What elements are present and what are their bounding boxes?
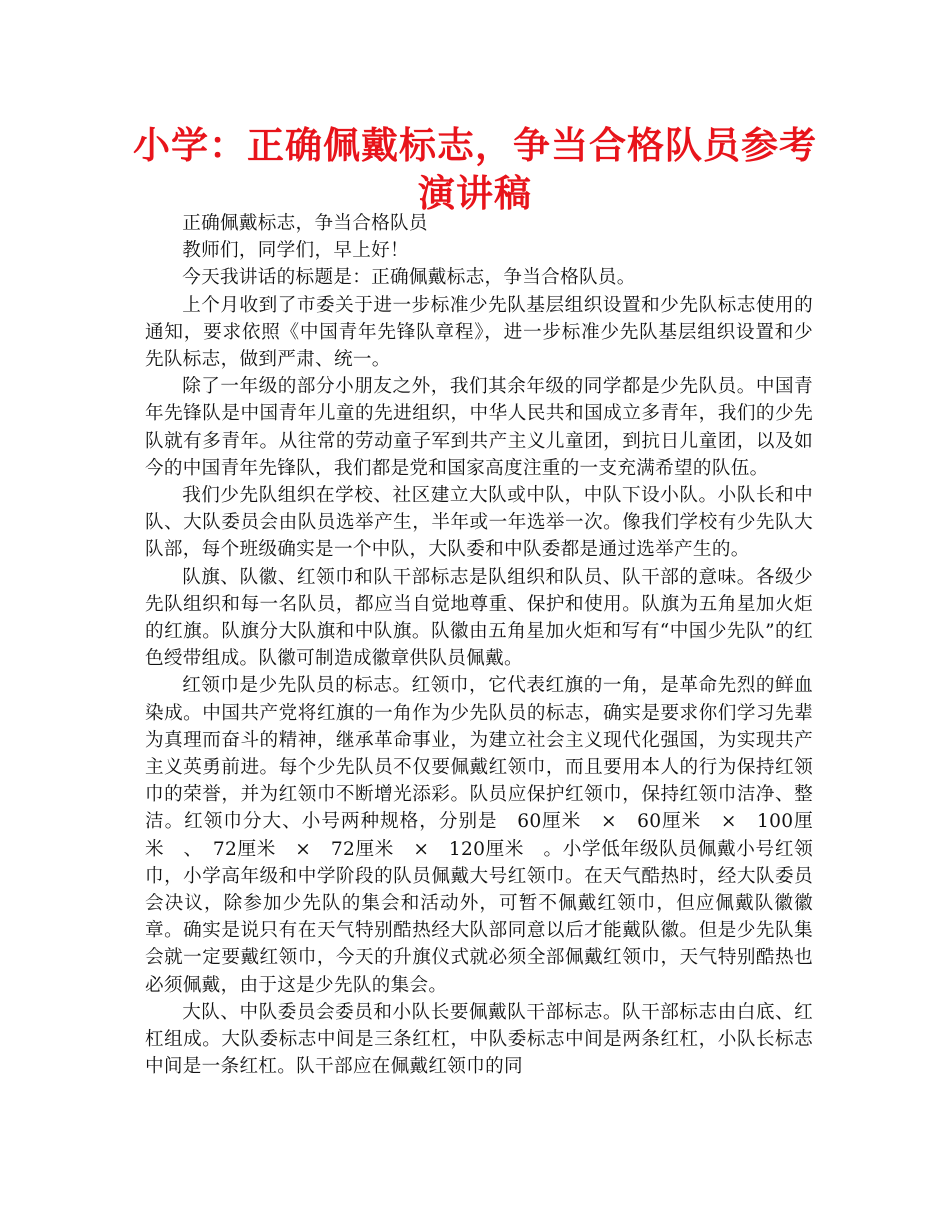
paragraph-cadre-badge: 大队、中队委员会委员和小队长要佩戴队干部标志。队干部标志由白底、红杠组成。大队委标志中间是三条红杠，中队委标志中间是两条红杠，小队长标志中间是一条红杠。队干部应在佩戴红领巾的同 bbox=[145, 1001, 813, 1078]
paragraph-symbols: 队旗、队徽、红领巾和队干部标志是队组织和队员、队干部的意味。各级少先队组织和每一名队员，都应当自觉地尊重、保护和使用。队旗为五角星加火炬的红旗。队旗分大队旗和中队旗。队徽由五角星加火炬和写有“中国少先队”的红色绶带组成。队徽可制造成徽章供队员佩戴。 bbox=[145, 566, 813, 670]
paragraph-subtitle: 正确佩戴标志，争当合格队员 bbox=[182, 213, 428, 234]
document-title: 小学：正确佩戴标志，争当合格队员参考演讲稿 bbox=[133, 124, 817, 215]
paragraph-greeting: 教师们，同学们，早上好！ bbox=[182, 240, 409, 262]
paragraph-notice: 上个月收到了市委关于进一步标准少先队基层组织设置和少先队标志使用的通知，要求依照《中国青年先锋队章程》，进一步标准少先队基层组织设置和少先队标志，做到严肃、统一。 bbox=[145, 294, 813, 371]
paragraph-red-scarf: 红领巾是少先队员的标志。红领巾，它代表红旗的一角，是革命先烈的鲜血染成。中国共产党将红旗的一角作为少先队员的标志，确实是要求你们学习先辈为真理而奋斗的精神，继承革命事业，为建立社会主义现代化强国，为实现共产主义英勇前进。每个少先队员不仅要佩戴红领巾，而且要用本人的行为保持红领巾的荣誉，并为红领巾不断增光添彩。队员应保护红领巾，保持红领巾洁净、整洁。红领巾分大、小号两种规格，分别是 60厘米 × 60厘米 × 100厘米 、 72厘米 × 72厘米 × 120厘米 。小学低年级队员佩戴小号红领巾，小学高年级和中学阶段的队员佩戴大号红领巾。在天气酷热时，经大队委员会决议，除参加少先队的集会和活动外，可暂不佩戴红领巾，但应佩戴队徽徽章。确实是说只有在天气特别酷热经大队部同意以后才能戴队徽。但是少先队集会就一定要戴红领巾，今天的升旗仪式就必须全部佩戴红领巾，天气特别酷热也必须佩戴，由于这是少先队的集会。 bbox=[145, 675, 813, 996]
paragraph-topic: 今天我讲话的标题是：正确佩戴标志，争当合格队员。 bbox=[182, 267, 636, 289]
paragraph-history: 除了一年级的部分小朋友之外，我们其余年级的同学都是少先队员。中国青年先锋队是中国青年儿童的先进组织，中华人民共和国成立多青年，我们的少先队就有多青年。从往常的劳动童子军到共产主义儿童团，到抗日儿童团，以及如今的中国青年先锋队，我们都是党和国家高度注重的一支充满希望的队伍。 bbox=[145, 376, 813, 479]
document-body bbox=[145, 210, 813, 1081]
paragraph-organization: 我们少先队组织在学校、社区建立大队或中队，中队下设小队。小队长和中队、大队委员会由队员选举产生，半年或一年选举一次。像我们学校有少先队大队部，每个班级确实是一个中队，大队委和中队委都是通过选举产生的。 bbox=[145, 485, 813, 561]
